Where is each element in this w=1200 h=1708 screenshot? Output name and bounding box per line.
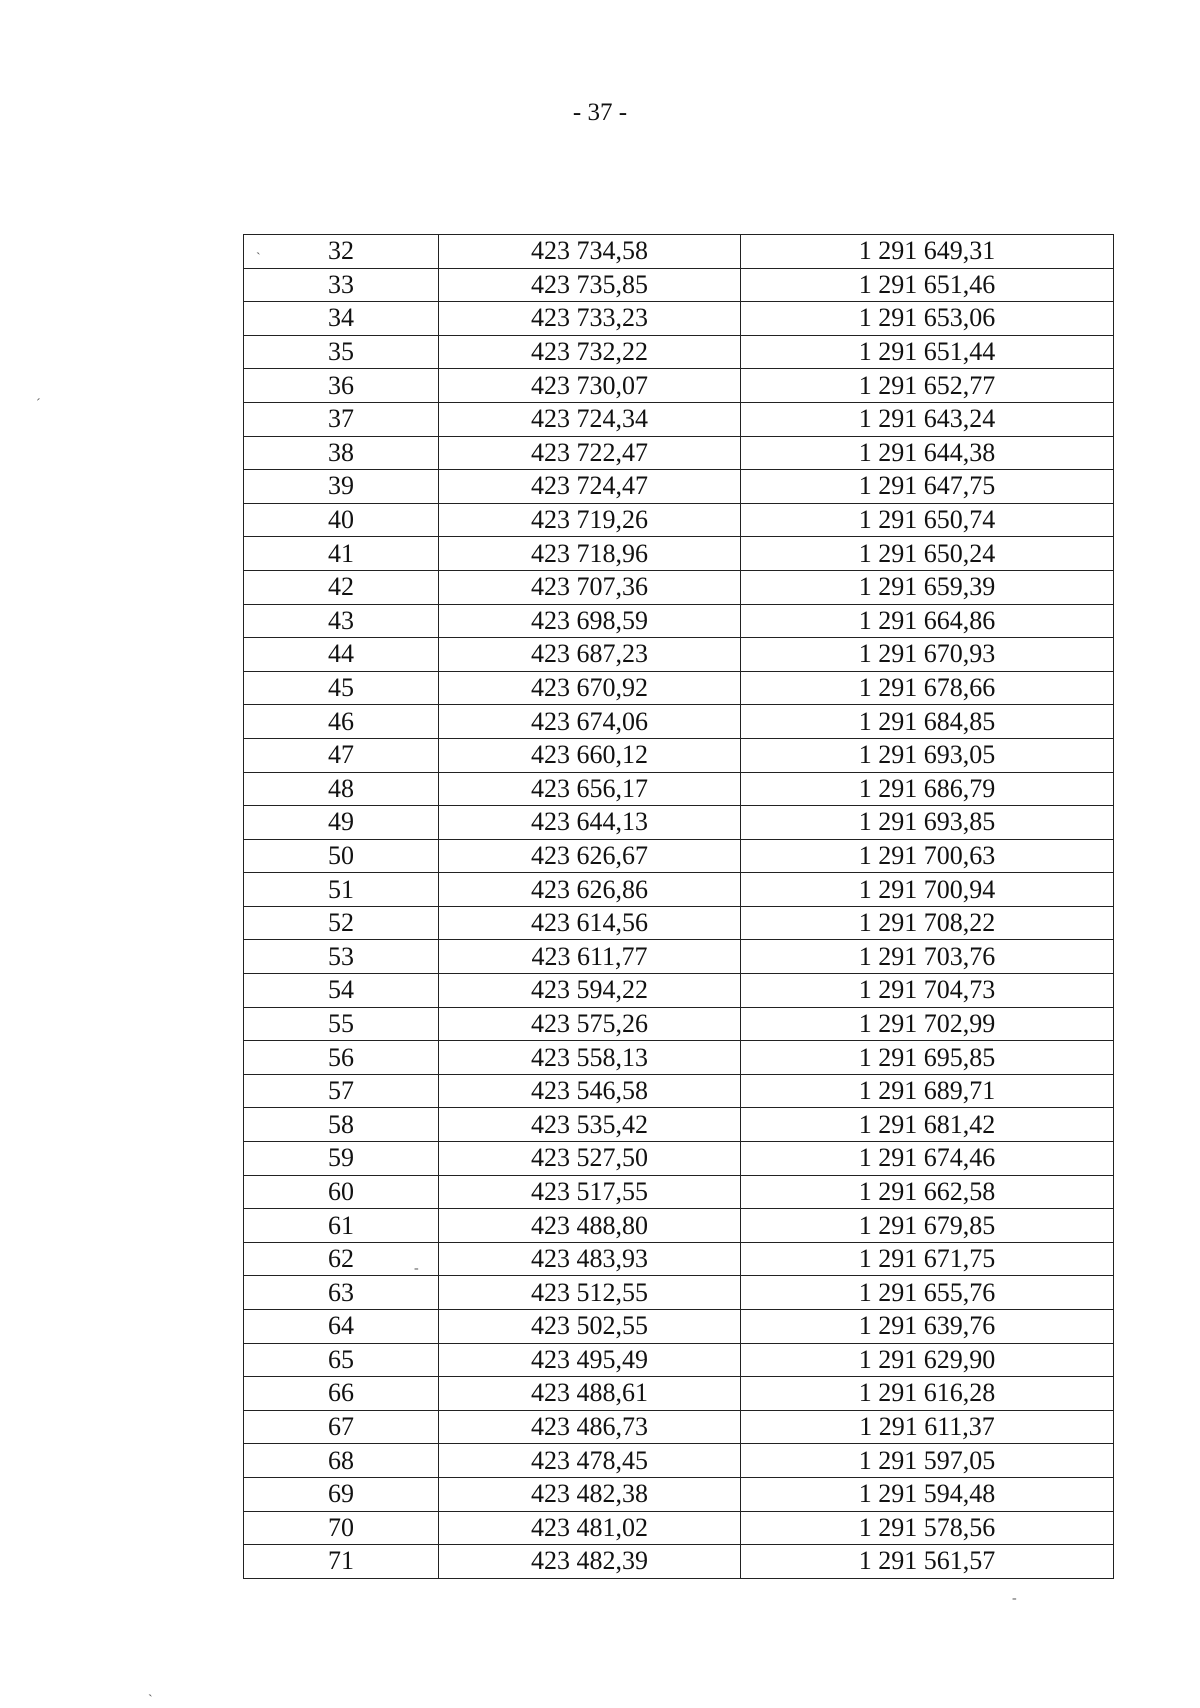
point-number-cell: 60 — [244, 1175, 439, 1209]
table-row — [244, 1007, 1114, 1041]
point-number-cell: 57 — [244, 1074, 439, 1108]
x-coordinate-cell: 423 558,13 — [439, 1041, 741, 1075]
x-coordinate-cell: 423 660,12 — [439, 738, 741, 772]
point-number-cell: 65 — [244, 1343, 439, 1377]
table-row — [244, 638, 1114, 672]
x-coordinate-cell: 423 483,93 — [439, 1242, 741, 1276]
point-number-cell: 70 — [244, 1511, 439, 1545]
x-coordinate-cell: 423 535,42 — [439, 1108, 741, 1142]
x-coordinate-cell: 423 722,47 — [439, 436, 741, 470]
y-coordinate-cell: 1 291 639,76 — [741, 1310, 1114, 1344]
table-row — [244, 604, 1114, 638]
scan-speck: ´ — [36, 397, 41, 412]
table-row — [244, 671, 1114, 705]
table-row — [244, 705, 1114, 739]
y-coordinate-cell: 1 291 594,48 — [741, 1477, 1114, 1511]
table-row — [244, 974, 1114, 1008]
x-coordinate-cell: 423 517,55 — [439, 1175, 741, 1209]
table-row — [244, 1377, 1114, 1411]
point-number-cell: 67 — [244, 1410, 439, 1444]
y-coordinate-cell: 1 291 578,56 — [741, 1511, 1114, 1545]
table-row — [244, 806, 1114, 840]
point-number-cell: 46 — [244, 705, 439, 739]
point-number-cell: 59 — [244, 1142, 439, 1176]
table-row — [244, 772, 1114, 806]
point-number-cell: 42 — [244, 570, 439, 604]
table-row — [244, 268, 1114, 302]
table-row — [244, 1511, 1114, 1545]
table-row — [244, 1175, 1114, 1209]
y-coordinate-cell: 1 291 629,90 — [741, 1343, 1114, 1377]
point-number-cell: 32 — [244, 235, 439, 269]
y-coordinate-cell: 1 291 643,24 — [741, 402, 1114, 436]
x-coordinate-cell: 423 546,58 — [439, 1074, 741, 1108]
table-row — [244, 1444, 1114, 1478]
y-coordinate-cell: 1 291 650,74 — [741, 503, 1114, 537]
point-number-cell: 48 — [244, 772, 439, 806]
point-number-cell: 41 — [244, 537, 439, 571]
y-coordinate-cell: 1 291 703,76 — [741, 940, 1114, 974]
table-row — [244, 940, 1114, 974]
point-number-cell: 44 — [244, 638, 439, 672]
point-number-cell: 58 — [244, 1108, 439, 1142]
y-coordinate-cell: 1 291 674,46 — [741, 1142, 1114, 1176]
y-coordinate-cell: 1 291 679,85 — [741, 1209, 1114, 1243]
table-row — [244, 335, 1114, 369]
x-coordinate-cell: 423 730,07 — [439, 369, 741, 403]
point-number-cell: 40 — [244, 503, 439, 537]
point-number-cell: 64 — [244, 1310, 439, 1344]
y-coordinate-cell: 1 291 670,93 — [741, 638, 1114, 672]
page-number: - 37 - — [572, 99, 628, 126]
table-row — [244, 436, 1114, 470]
table-row — [244, 1142, 1114, 1176]
x-coordinate-cell: 423 733,23 — [439, 302, 741, 336]
point-number-cell: 47 — [244, 738, 439, 772]
x-coordinate-cell: 423 719,26 — [439, 503, 741, 537]
x-coordinate-cell: 423 481,02 — [439, 1511, 741, 1545]
table-row — [244, 1410, 1114, 1444]
y-coordinate-cell: 1 291 693,05 — [741, 738, 1114, 772]
table-row — [244, 570, 1114, 604]
y-coordinate-cell: 1 291 647,75 — [741, 470, 1114, 504]
coordinates-table — [243, 234, 1114, 1579]
point-number-cell: 62 — [244, 1242, 439, 1276]
x-coordinate-cell: 423 486,73 — [439, 1410, 741, 1444]
x-coordinate-cell: 423 707,36 — [439, 570, 741, 604]
y-coordinate-cell: 1 291 653,06 — [741, 302, 1114, 336]
y-coordinate-cell: 1 291 700,63 — [741, 839, 1114, 873]
x-coordinate-cell: 423 718,96 — [439, 537, 741, 571]
point-number-cell: 50 — [244, 839, 439, 873]
y-coordinate-cell: 1 291 678,66 — [741, 671, 1114, 705]
x-coordinate-cell: 423 724,34 — [439, 402, 741, 436]
table-row — [244, 1108, 1114, 1142]
y-coordinate-cell: 1 291 681,42 — [741, 1108, 1114, 1142]
y-coordinate-cell: 1 291 700,94 — [741, 873, 1114, 907]
point-number-cell: 68 — [244, 1444, 439, 1478]
y-coordinate-cell: 1 291 695,85 — [741, 1041, 1114, 1075]
table-row — [244, 537, 1114, 571]
x-coordinate-cell: 423 478,45 — [439, 1444, 741, 1478]
table-row — [244, 1041, 1114, 1075]
point-number-cell: 54 — [244, 974, 439, 1008]
y-coordinate-cell: 1 291 664,86 — [741, 604, 1114, 638]
point-number-cell: 43 — [244, 604, 439, 638]
point-number-cell: 37 — [244, 402, 439, 436]
x-coordinate-cell: 423 488,80 — [439, 1209, 741, 1243]
table-row — [244, 402, 1114, 436]
point-number-cell: 56 — [244, 1041, 439, 1075]
point-number-cell: 52 — [244, 906, 439, 940]
point-number-cell: 63 — [244, 1276, 439, 1310]
table-row — [244, 1242, 1114, 1276]
y-coordinate-cell: 1 291 693,85 — [741, 806, 1114, 840]
point-number-cell: 51 — [244, 873, 439, 907]
x-coordinate-cell: 423 674,06 — [439, 705, 741, 739]
y-coordinate-cell: 1 291 689,71 — [741, 1074, 1114, 1108]
table-row — [244, 1074, 1114, 1108]
y-coordinate-cell: 1 291 662,58 — [741, 1175, 1114, 1209]
x-coordinate-cell: 423 512,55 — [439, 1276, 741, 1310]
point-number-cell: 55 — [244, 1007, 439, 1041]
x-coordinate-cell: 423 626,67 — [439, 839, 741, 873]
point-number-cell: 71 — [244, 1545, 439, 1579]
table-row — [244, 503, 1114, 537]
x-coordinate-cell: 423 488,61 — [439, 1377, 741, 1411]
table-row — [244, 738, 1114, 772]
x-coordinate-cell: 423 670,92 — [439, 671, 741, 705]
x-coordinate-cell: 423 687,23 — [439, 638, 741, 672]
x-coordinate-cell: 423 611,77 — [439, 940, 741, 974]
table-row — [244, 1209, 1114, 1243]
y-coordinate-cell: 1 291 597,05 — [741, 1444, 1114, 1478]
x-coordinate-cell: 423 626,86 — [439, 873, 741, 907]
y-coordinate-cell: 1 291 684,85 — [741, 705, 1114, 739]
x-coordinate-cell: 423 495,49 — [439, 1343, 741, 1377]
scan-speck: ` — [148, 1693, 153, 1708]
y-coordinate-cell: 1 291 561,57 — [741, 1545, 1114, 1579]
x-coordinate-cell: 423 482,38 — [439, 1477, 741, 1511]
y-coordinate-cell: 1 291 708,22 — [741, 906, 1114, 940]
y-coordinate-cell: 1 291 611,37 — [741, 1410, 1114, 1444]
point-number-cell: 35 — [244, 335, 439, 369]
x-coordinate-cell: 423 732,22 — [439, 335, 741, 369]
point-number-cell: 45 — [244, 671, 439, 705]
table-row — [244, 906, 1114, 940]
table-row — [244, 470, 1114, 504]
x-coordinate-cell: 423 502,55 — [439, 1310, 741, 1344]
table-row — [244, 1477, 1114, 1511]
y-coordinate-cell: 1 291 652,77 — [741, 369, 1114, 403]
x-coordinate-cell: 423 575,26 — [439, 1007, 741, 1041]
point-number-cell: 69 — [244, 1477, 439, 1511]
table-row — [244, 839, 1114, 873]
table-row — [244, 1545, 1114, 1579]
table-row — [244, 369, 1114, 403]
x-coordinate-cell: 423 644,13 — [439, 806, 741, 840]
y-coordinate-cell: 1 291 649,31 — [741, 235, 1114, 269]
table-row — [244, 1276, 1114, 1310]
x-coordinate-cell: 423 656,17 — [439, 772, 741, 806]
y-coordinate-cell: 1 291 651,46 — [741, 268, 1114, 302]
coordinates-table-body — [244, 235, 1114, 1579]
point-number-cell: 34 — [244, 302, 439, 336]
x-coordinate-cell: 423 724,47 — [439, 470, 741, 504]
y-coordinate-cell: 1 291 671,75 — [741, 1242, 1114, 1276]
x-coordinate-cell: 423 594,22 — [439, 974, 741, 1008]
table-row — [244, 1310, 1114, 1344]
y-coordinate-cell: 1 291 702,99 — [741, 1007, 1114, 1041]
scan-speck: - — [414, 1261, 419, 1276]
x-coordinate-cell: 423 482,39 — [439, 1545, 741, 1579]
table-row — [244, 873, 1114, 907]
y-coordinate-cell: 1 291 655,76 — [741, 1276, 1114, 1310]
table-row — [244, 235, 1114, 269]
x-coordinate-cell: 423 698,59 — [439, 604, 741, 638]
y-coordinate-cell: 1 291 651,44 — [741, 335, 1114, 369]
point-number-cell: 33 — [244, 268, 439, 302]
scan-speck: ` — [256, 251, 261, 266]
x-coordinate-cell: 423 734,58 — [439, 235, 741, 269]
y-coordinate-cell: 1 291 616,28 — [741, 1377, 1114, 1411]
table-row — [244, 302, 1114, 336]
point-number-cell: 66 — [244, 1377, 439, 1411]
scan-speck: - — [1012, 1591, 1017, 1606]
y-coordinate-cell: 1 291 704,73 — [741, 974, 1114, 1008]
y-coordinate-cell: 1 291 659,39 — [741, 570, 1114, 604]
x-coordinate-cell: 423 527,50 — [439, 1142, 741, 1176]
point-number-cell: 36 — [244, 369, 439, 403]
point-number-cell: 49 — [244, 806, 439, 840]
x-coordinate-cell: 423 614,56 — [439, 906, 741, 940]
point-number-cell: 39 — [244, 470, 439, 504]
x-coordinate-cell: 423 735,85 — [439, 268, 741, 302]
point-number-cell: 53 — [244, 940, 439, 974]
point-number-cell: 61 — [244, 1209, 439, 1243]
table-row — [244, 1343, 1114, 1377]
y-coordinate-cell: 1 291 650,24 — [741, 537, 1114, 571]
y-coordinate-cell: 1 291 644,38 — [741, 436, 1114, 470]
y-coordinate-cell: 1 291 686,79 — [741, 772, 1114, 806]
point-number-cell: 38 — [244, 436, 439, 470]
